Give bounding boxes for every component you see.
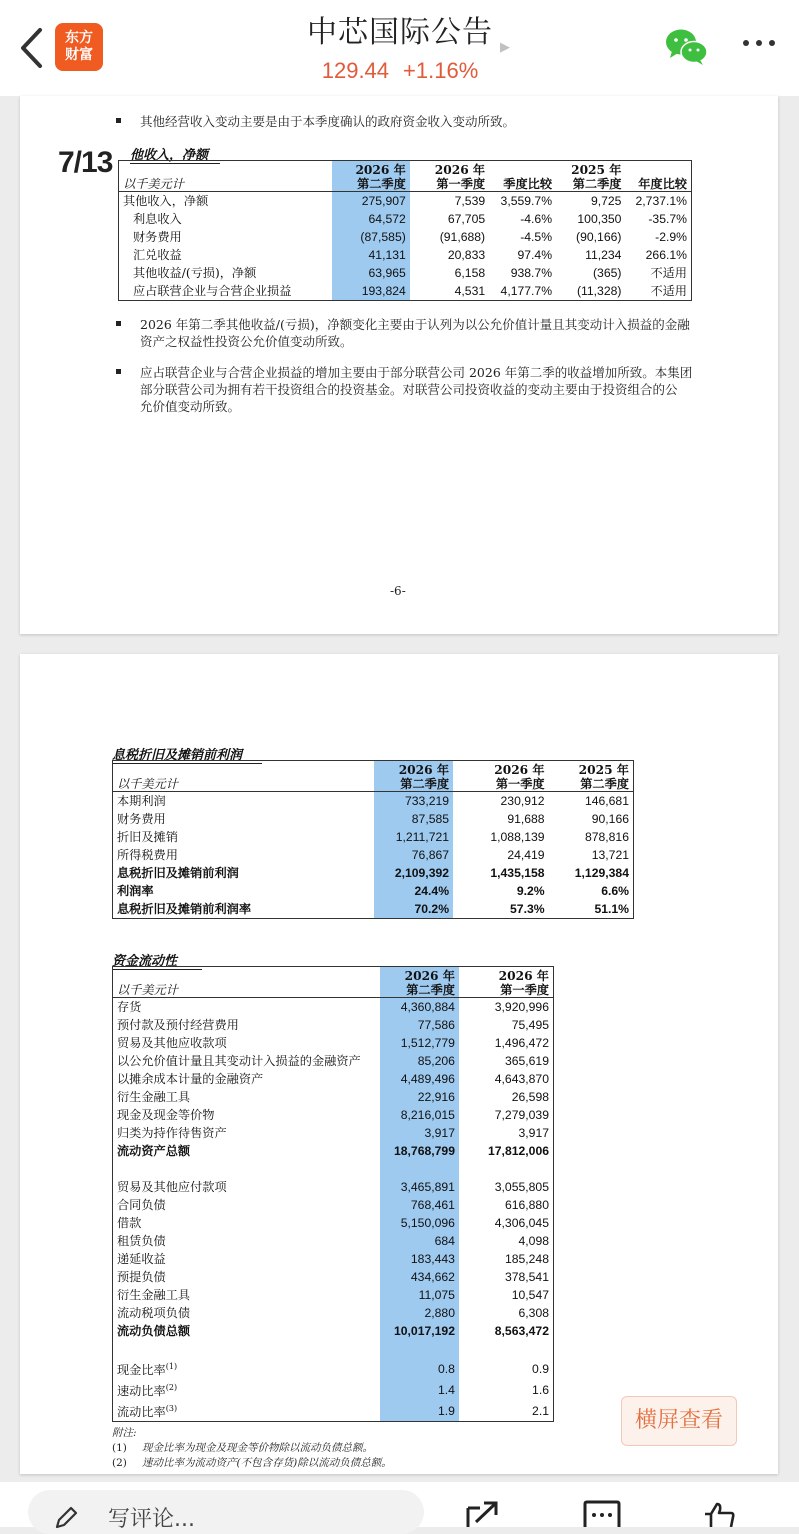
footnotes bbox=[112, 1426, 392, 1471]
table-row: 租赁负债 684 4,098 bbox=[117, 1234, 549, 1248]
table-row: 贸易及其他应付款项 3,465,891 3,055,805 bbox=[117, 1180, 549, 1194]
stock-price: 129.44 bbox=[321, 58, 390, 83]
page-number: -6- bbox=[390, 584, 406, 598]
comment-bubble-icon bbox=[583, 1500, 621, 1527]
table-row: 息税折旧及摊销前利润 2,109,392 1,435,158 1,129,384 bbox=[117, 866, 629, 880]
comments-button[interactable] bbox=[583, 1500, 621, 1531]
table-row: 预提负债 434,662 378,541 bbox=[117, 1270, 549, 1284]
stock-quote bbox=[250, 58, 550, 84]
table-row: 流动比率$^{(3)}$ 1.9 2.1 bbox=[113, 1400, 554, 1422]
pencil-icon bbox=[54, 1506, 78, 1530]
table-row-total: 流动负债总额 10,017,192 8,563,472 bbox=[117, 1324, 549, 1338]
col-header: 季度比较 bbox=[489, 161, 556, 192]
col-header: 2026 年 第二季度 bbox=[332, 161, 410, 192]
table-row: 流动税项负债 2,880 6,308 bbox=[117, 1306, 549, 1320]
page-counter: 7/13 bbox=[58, 146, 113, 179]
bullet-text: 部分联营公司为拥有若干投资组合的投资基金。对联营公司投资收益的变动主要由于投资组合的公 bbox=[140, 382, 678, 397]
col-header: 2025 年 第二季度 bbox=[556, 161, 625, 192]
table-row: 汇兑收益 41,131 20,833 97.4% 11,234 266.1% bbox=[133, 248, 687, 262]
bottom-action-bar bbox=[0, 1482, 799, 1532]
table-row: 递延收益 183,443 185,248 bbox=[117, 1252, 549, 1266]
back-button[interactable] bbox=[10, 22, 54, 74]
table-row-total: 流动资产总额 18,768,799 17,812,006 bbox=[117, 1144, 549, 1158]
col-header: 2026 年 第二季度 bbox=[374, 761, 453, 792]
table-row: 预付款及预付经营费用 77,586 75,495 bbox=[117, 1018, 549, 1032]
landscape-view-button[interactable]: 横屏查看 bbox=[621, 1396, 737, 1446]
other-income-table bbox=[118, 160, 692, 301]
col-header: 2026 年 第一季度 bbox=[410, 161, 489, 192]
share-button[interactable] bbox=[464, 1500, 500, 1531]
table-row: 息税折旧及摊销前利润率 70.2% 57.3% 51.1% bbox=[113, 900, 634, 919]
table-row: 归类为持作待售资产 3,917 3,917 bbox=[117, 1126, 549, 1140]
bullet-other-gains bbox=[140, 316, 690, 350]
bullet-text: 资产之权益性投资公允价值变动所致。 bbox=[140, 334, 353, 349]
more-dots-icon bbox=[741, 35, 777, 51]
table-row: 所得税费用 76,867 24,419 13,721 bbox=[117, 848, 629, 862]
col-header: 2026 年 第二季度 bbox=[380, 967, 458, 998]
liquidity-table bbox=[112, 966, 554, 1422]
table-row: 衍生金融工具 22,916 26,598 bbox=[117, 1090, 549, 1104]
table-row: 贸易及其他应收款项 1,512,779 1,496,472 bbox=[117, 1036, 549, 1050]
table-row: 折旧及摊销 1,211,721 1,088,139 878,816 bbox=[117, 830, 629, 844]
table-row: 利润率 24.4% 9.2% 6.6% bbox=[117, 884, 629, 898]
table-spacer bbox=[113, 1160, 554, 1178]
section-title-ebitda: 息税折旧及摊销前利润 bbox=[112, 744, 262, 764]
bullet-marker bbox=[116, 321, 121, 326]
chevron-left-icon bbox=[10, 22, 54, 74]
section-title-liquidity: 资金流动性 bbox=[112, 950, 202, 970]
footnotes-title: 附注: bbox=[112, 1427, 137, 1439]
unit-label: 以千美元计 bbox=[113, 761, 375, 792]
bullet-marker bbox=[116, 118, 121, 123]
thumbs-up-icon bbox=[703, 1502, 735, 1527]
stock-change: +1.16% bbox=[403, 58, 479, 83]
share-icon bbox=[464, 1500, 500, 1527]
table-row: 存货 4,360,884 3,920,996 bbox=[113, 998, 554, 1017]
ebitda-table bbox=[112, 760, 634, 919]
col-header: 2026 年 第一季度 bbox=[459, 967, 554, 998]
unit-label: 以千美元计 bbox=[113, 967, 381, 998]
page-title: 中芯国际公告 bbox=[307, 15, 493, 50]
logo-line1: 东方 bbox=[65, 30, 93, 46]
table-row: 以摊余成本计量的金融资产 4,489,496 4,643,870 bbox=[117, 1072, 549, 1086]
more-options-button[interactable] bbox=[741, 35, 777, 51]
table-row: 现金比率$^{(1)}$ 0.8 0.9 bbox=[113, 1358, 554, 1379]
table-spacer bbox=[113, 1340, 554, 1358]
table-row: 借款 5,150,096 4,306,045 bbox=[117, 1216, 549, 1230]
table-row: 利息收入 64,572 67,705 -4.6% 100,350 -35.7% bbox=[133, 212, 687, 226]
document-page-6 bbox=[20, 96, 778, 634]
table-row: 其他收入，净额 275,907 7,539 3,559.7% 9,725 2,737.1% bbox=[119, 192, 692, 211]
col-header: 年度比较 bbox=[625, 161, 691, 192]
table-row: 财务费用 (87,585) (91,688) -4.5% (90,166) -2.9% bbox=[133, 230, 687, 244]
top-bar bbox=[0, 0, 799, 96]
wechat-share-button[interactable] bbox=[664, 27, 710, 67]
table-row: 现金及现金等价物 8,216,015 7,279,039 bbox=[117, 1108, 549, 1122]
bullet-marker bbox=[116, 369, 121, 374]
bullet-text: 2026 年第二季其他收益/(亏损)，净额变化主要由于认列为以公允价值计量且其变动计入损益的金融 bbox=[140, 317, 690, 332]
comment-placeholder: 写评论... bbox=[108, 1507, 195, 1532]
footnote: (1) 现金比率为现金及现金等价物除以流动负债总额。 bbox=[112, 1442, 373, 1454]
app-logo bbox=[55, 23, 103, 71]
table-row: 以公允价值计量且其变动计入损益的金融资产 85,206 365,619 bbox=[117, 1054, 549, 1068]
bullet-text: 应占联营企业与合营企业损益的增加主要由于部分联营公司 2026 年第二季的收益增加所致。本集团 bbox=[140, 365, 693, 380]
bullet-other-income bbox=[140, 113, 515, 130]
col-header: 2026 年 第一季度 bbox=[453, 761, 549, 792]
table-row: 其他收益/(亏损)，净额 63,965 6,158 938.7% (365) 不适用 bbox=[133, 266, 687, 280]
table-row: 速动比率$^{(2)}$ 1.4 1.6 bbox=[113, 1379, 554, 1400]
comment-input[interactable] bbox=[28, 1490, 424, 1534]
table-row: 财务费用 87,585 91,688 90,166 bbox=[117, 812, 629, 826]
col-header: 2025 年 第二季度 bbox=[549, 761, 634, 792]
document-page-7 bbox=[20, 654, 778, 1474]
table-row: 合同负债 768,461 616,880 bbox=[117, 1198, 549, 1212]
footnote: (2) 速动比率为流动资产(不包含存货)除以流动负债总额。 bbox=[112, 1457, 392, 1469]
play-icon[interactable]: ▶ bbox=[500, 40, 510, 55]
table-row: 应占联营企业与合营企业损益 193,824 4,531 4,177.7% (11,328) 不适用 bbox=[119, 282, 692, 301]
bullet-text: 其他经营收入变动主要是由于本季度确认的政府资金收入变动所致。 bbox=[140, 114, 516, 129]
table-row: 衍生金融工具 11,075 10,547 bbox=[117, 1288, 549, 1302]
logo-line2: 财富 bbox=[65, 47, 93, 63]
section-title-other-income: 他收入，净额 bbox=[130, 144, 220, 164]
wechat-icon bbox=[664, 27, 710, 67]
table-row: 本期利润 733,219 230,912 146,681 bbox=[113, 792, 634, 811]
unit-label: 以千美元计 bbox=[119, 161, 332, 192]
bullet-text: 允价值变动所致。 bbox=[140, 399, 241, 414]
bullet-associates bbox=[140, 364, 692, 415]
